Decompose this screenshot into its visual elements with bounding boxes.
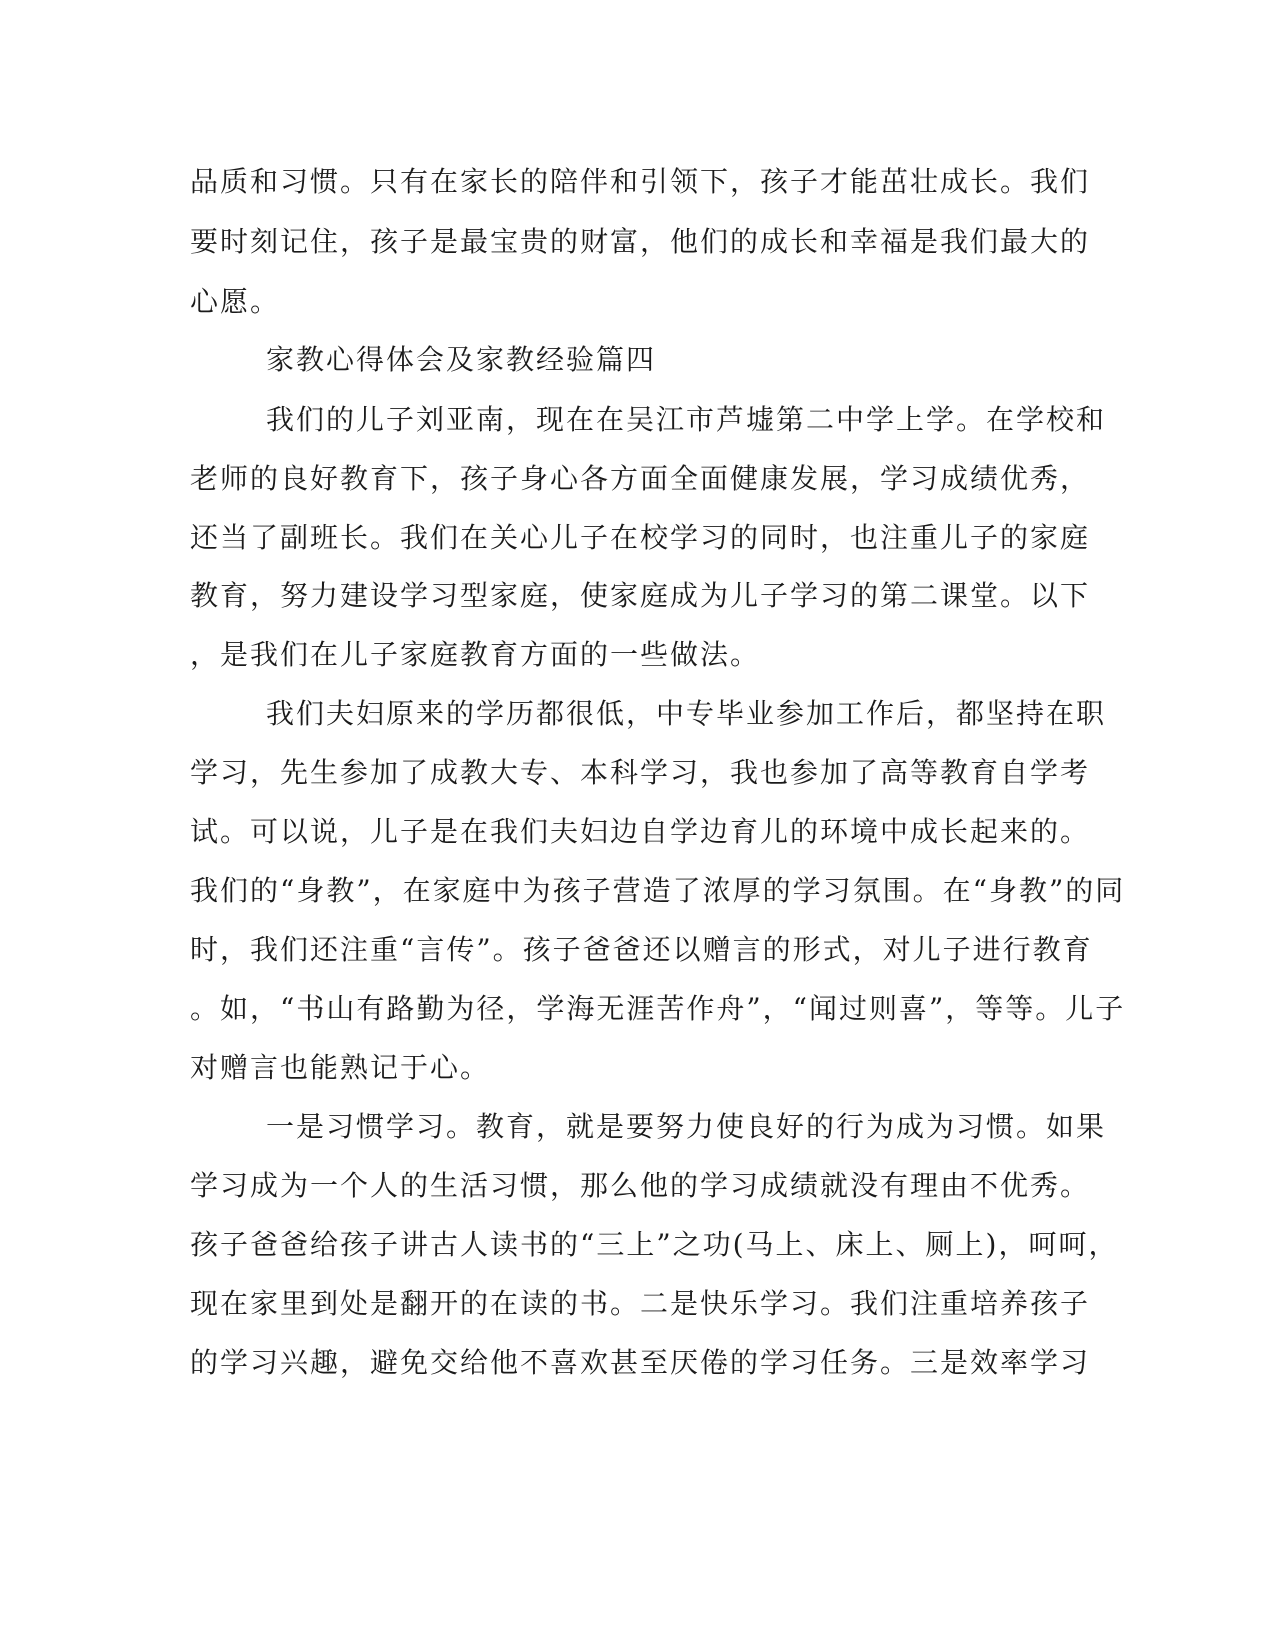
text-line: 的学习兴趣，避免交给他不喜欢甚至厌倦的学习任务。三是效率学习 xyxy=(190,1346,1091,1379)
text-line: 。如，“书山有路勤为径，学海无涯苦作舟”，“闻过则喜”，等等。儿子 xyxy=(190,992,1126,1025)
text-line: 我们的“身教”，在家庭中为孩子营造了浓厚的学习氛围。在“身教”的同 xyxy=(190,874,1126,907)
text-line: 品质和习惯。只有在家长的陪伴和引领下，孩子才能茁壮成长。我们 xyxy=(190,165,1091,198)
text-line: 学习，先生参加了成教大专、本科学习，我也参加了高等教育自学考 xyxy=(190,756,1091,789)
text-line: 还当了副班长。我们在关心儿子在校学习的同时，也注重儿子的家庭 xyxy=(190,521,1091,554)
text-line: 心愿。 xyxy=(190,285,281,318)
text-line: 我们夫妇原来的学历都很低，中专毕业参加工作后，都坚持在职 xyxy=(266,697,1107,730)
text-line: 我们的儿子刘亚南，现在在吴江市芦墟第二中学上学。在学校和 xyxy=(266,403,1107,436)
text-line: 现在家里到处是翻开的在读的书。二是快乐学习。我们注重培养孩子 xyxy=(190,1287,1091,1320)
section-heading: 家教心得体会及家教经验篇四 xyxy=(266,343,657,376)
text-line: 试。可以说，儿子是在我们夫妇边自学边育儿的环境中成长起来的。 xyxy=(190,815,1091,848)
text-line: 老师的良好教育下，孩子身心各方面全面健康发展，学习成绩优秀， xyxy=(190,462,1091,495)
text-line: 对赠言也能熟记于心。 xyxy=(190,1051,491,1084)
text-line: 学习成为一个人的生活习惯，那么他的学习成绩就没有理由不优秀。 xyxy=(190,1169,1091,1202)
text-line: 一是习惯学习。教育，就是要努力使良好的行为成为习惯。如果 xyxy=(266,1110,1107,1143)
text-line: ，是我们在儿子家庭教育方面的一些做法。 xyxy=(190,638,761,671)
text-line: 孩子爸爸给孩子讲古人读书的“三上”之功(马上、床上、厕上)，呵呵， xyxy=(190,1228,1119,1261)
text-line: 要时刻记住，孩子是最宝贵的财富，他们的成长和幸福是我们最大的 xyxy=(190,225,1091,258)
text-line: 时，我们还注重“言传”。孩子爸爸还以赠言的形式，对儿子进行教育 xyxy=(190,933,1093,966)
text-line: 教育，努力建设学习型家庭，使家庭成为儿子学习的第二课堂。以下 xyxy=(190,579,1091,612)
